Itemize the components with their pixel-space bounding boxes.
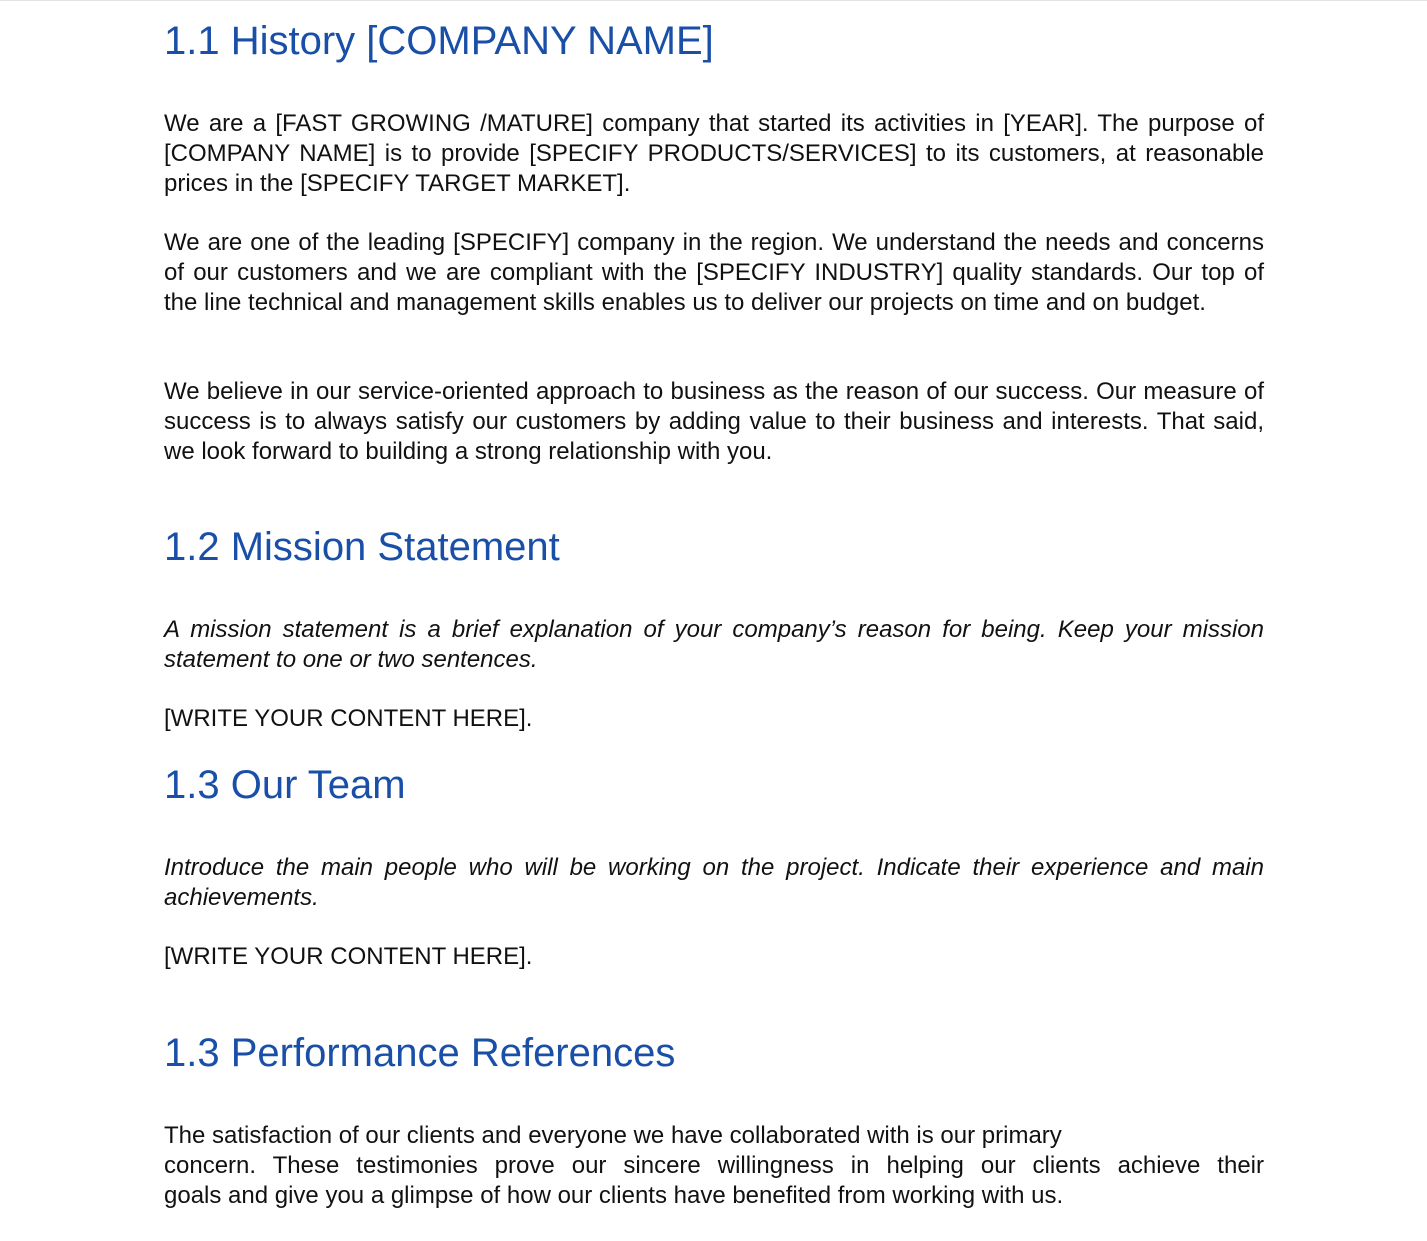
mission-instruction: A mission statement is a brief explanation of your company’s reason for being. Keep your mission statement to one or two sentences. [164,616,1264,673]
history-paragraph-2: We are one of the leading [SPECIFY] company in the region. We understand the needs and concerns of our customers and we are compliant with the [SPECIFY INDUSTRY] quality standards. Our top of the line technical and management skills enables us to deliver our projects on time and on budget. [164,229,1264,316]
mission-placeholder: [WRITE YOUR CONTENT HERE]. [164,705,533,732]
references-line-2: concern. These testimonies prove our sincere willingness in helping our clients achieve their [164,1151,1264,1179]
team-instruction: Introduce the main people who will be working on the project. Indicate their experience and main achievements. [164,854,1264,911]
page-top-border [0,0,1427,1]
references-paragraph [164,1121,1264,1210]
references-heading: 1.3 Performance References [164,1031,676,1075]
history-paragraph-1: We are a [FAST GROWING /MATURE] company that started its activities in [YEAR]. The purpose of [COMPANY NAME] is to provide [SPECIFY PRODUCTS/SERVICES] to its customers, at reasonable prices in the [SPECIFY TARGET MARKET]. [164,110,1264,197]
team-placeholder: [WRITE YOUR CONTENT HERE]. [164,943,533,970]
history-paragraph-3: We believe in our service-oriented approach to business as the reason of our success. Our measure of success is to always satisfy our customers by adding value to their business and interests. That said, we look forward to building a strong relationship with you. [164,378,1264,465]
references-line-3: goals and give you a glimpse of how our clients have benefited from working with us. [164,1181,1064,1209]
references-line-1: The satisfaction of our clients and everyone we have collaborated with is our primary [164,1122,1062,1149]
mission-heading: 1.2 Mission Statement [164,525,560,569]
history-heading: 1.1 History [COMPANY NAME] [164,19,714,63]
team-heading: 1.3 Our Team [164,763,406,807]
